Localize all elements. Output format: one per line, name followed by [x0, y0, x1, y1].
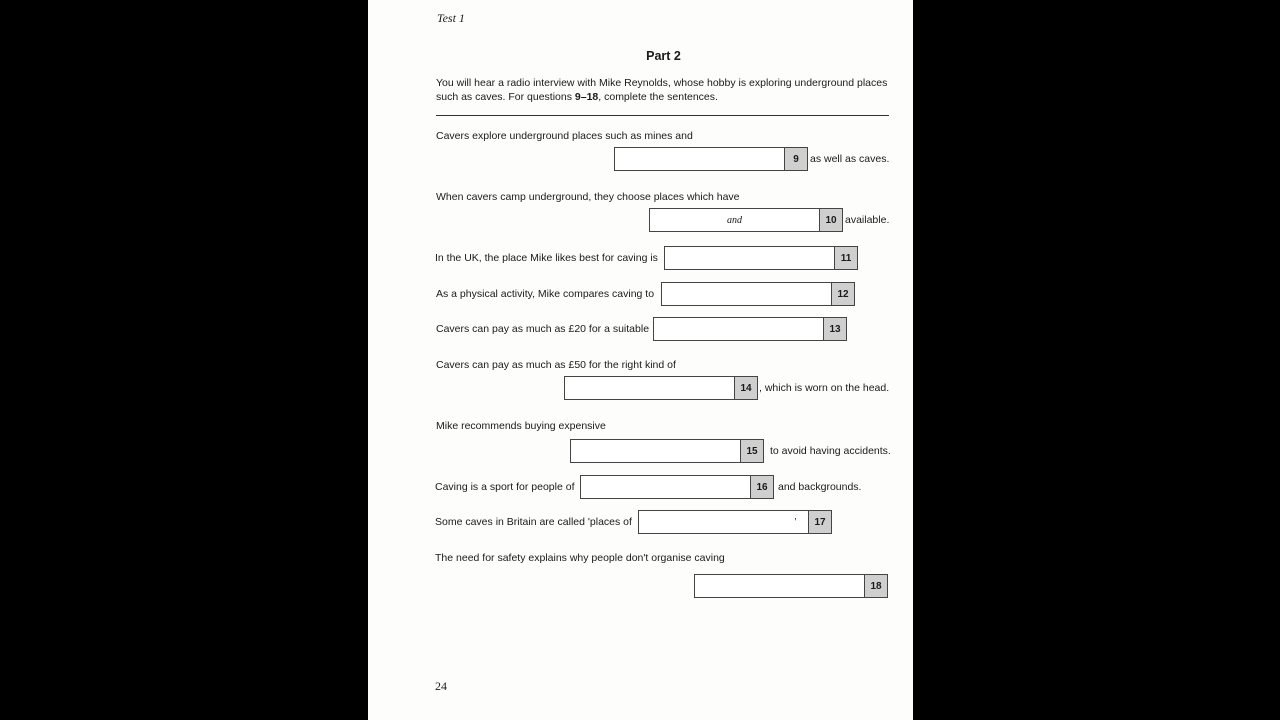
divider-rule	[436, 115, 889, 116]
question-number-17: 17	[808, 511, 831, 533]
answer-box-10-fill: and	[727, 214, 742, 226]
question-14-lead: Cavers can pay as much as £50 for the right kind of	[436, 359, 676, 371]
question-number-15: 15	[740, 440, 763, 462]
answer-box-12-fill	[662, 283, 831, 305]
question-15-after: to avoid having accidents.	[770, 445, 891, 457]
answer-box-16-fill	[581, 476, 750, 498]
question-9-lead: Cavers explore underground places such as mines and	[436, 130, 693, 142]
question-10-after: available.	[845, 214, 890, 226]
question-10-lead: When cavers camp underground, they choose places which have	[436, 191, 740, 203]
exam-page	[368, 0, 913, 720]
question-15-lead: Mike recommends buying expensive	[436, 420, 606, 432]
answer-box-17-fill: '	[793, 516, 796, 528]
question-18-lead: The need for safety explains why people don't organise caving	[435, 552, 725, 564]
question-9-after: as well as caves.	[810, 153, 890, 165]
question-16-lead: Caving is a sport for people of	[435, 481, 575, 493]
answer-box-11-fill	[665, 247, 834, 269]
question-12-lead: As a physical activity, Mike compares caving to	[436, 288, 655, 300]
question-11-lead: In the UK, the place Mike likes best for caving is	[435, 252, 658, 264]
answer-box-13[interactable]	[653, 317, 847, 341]
part-title: Part 2	[646, 49, 681, 63]
answer-box-11[interactable]	[664, 246, 858, 270]
question-number-14: 14	[734, 377, 757, 399]
instructions-text: You will hear a radio interview with Mike Reynolds, whose hobby is exploring underground places such as caves. For questions	[436, 77, 888, 103]
answer-box-9[interactable]	[614, 147, 808, 171]
answer-box-13-fill	[654, 318, 823, 340]
question-14-after: , which is worn on the head.	[759, 382, 890, 394]
question-16-after: and backgrounds.	[778, 481, 862, 493]
page-number: 24	[435, 679, 447, 693]
question-number-16: 16	[750, 476, 773, 498]
question-17-lead: Some caves in Britain are called 'places of	[435, 516, 632, 528]
question-number-10: 10	[819, 209, 842, 231]
instructions-text-end: , complete the sentences.	[598, 90, 718, 103]
running-head: Test 1	[437, 11, 465, 25]
question-number-11: 11	[834, 247, 857, 269]
answer-box-14[interactable]	[564, 376, 758, 400]
question-number-12: 12	[831, 283, 854, 305]
question-number-13: 13	[823, 318, 846, 340]
question-13-lead: Cavers can pay as much as £20 for a suitable	[436, 323, 650, 335]
answer-box-17[interactable]	[638, 510, 832, 534]
question-number-9: 9	[784, 148, 807, 170]
answer-box-18-fill	[695, 575, 864, 597]
answer-box-18[interactable]	[694, 574, 888, 598]
answer-box-12[interactable]	[661, 282, 855, 306]
instructions	[436, 77, 906, 104]
answer-box-16[interactable]	[580, 475, 774, 499]
answer-box-9-fill	[615, 148, 784, 170]
question-range: 9–18	[574, 90, 599, 103]
answer-box-15[interactable]	[570, 439, 764, 463]
answer-box-15-fill	[571, 440, 740, 462]
answer-box-14-fill	[565, 377, 734, 399]
question-number-18: 18	[864, 575, 887, 597]
answer-box-10[interactable]	[649, 208, 843, 232]
